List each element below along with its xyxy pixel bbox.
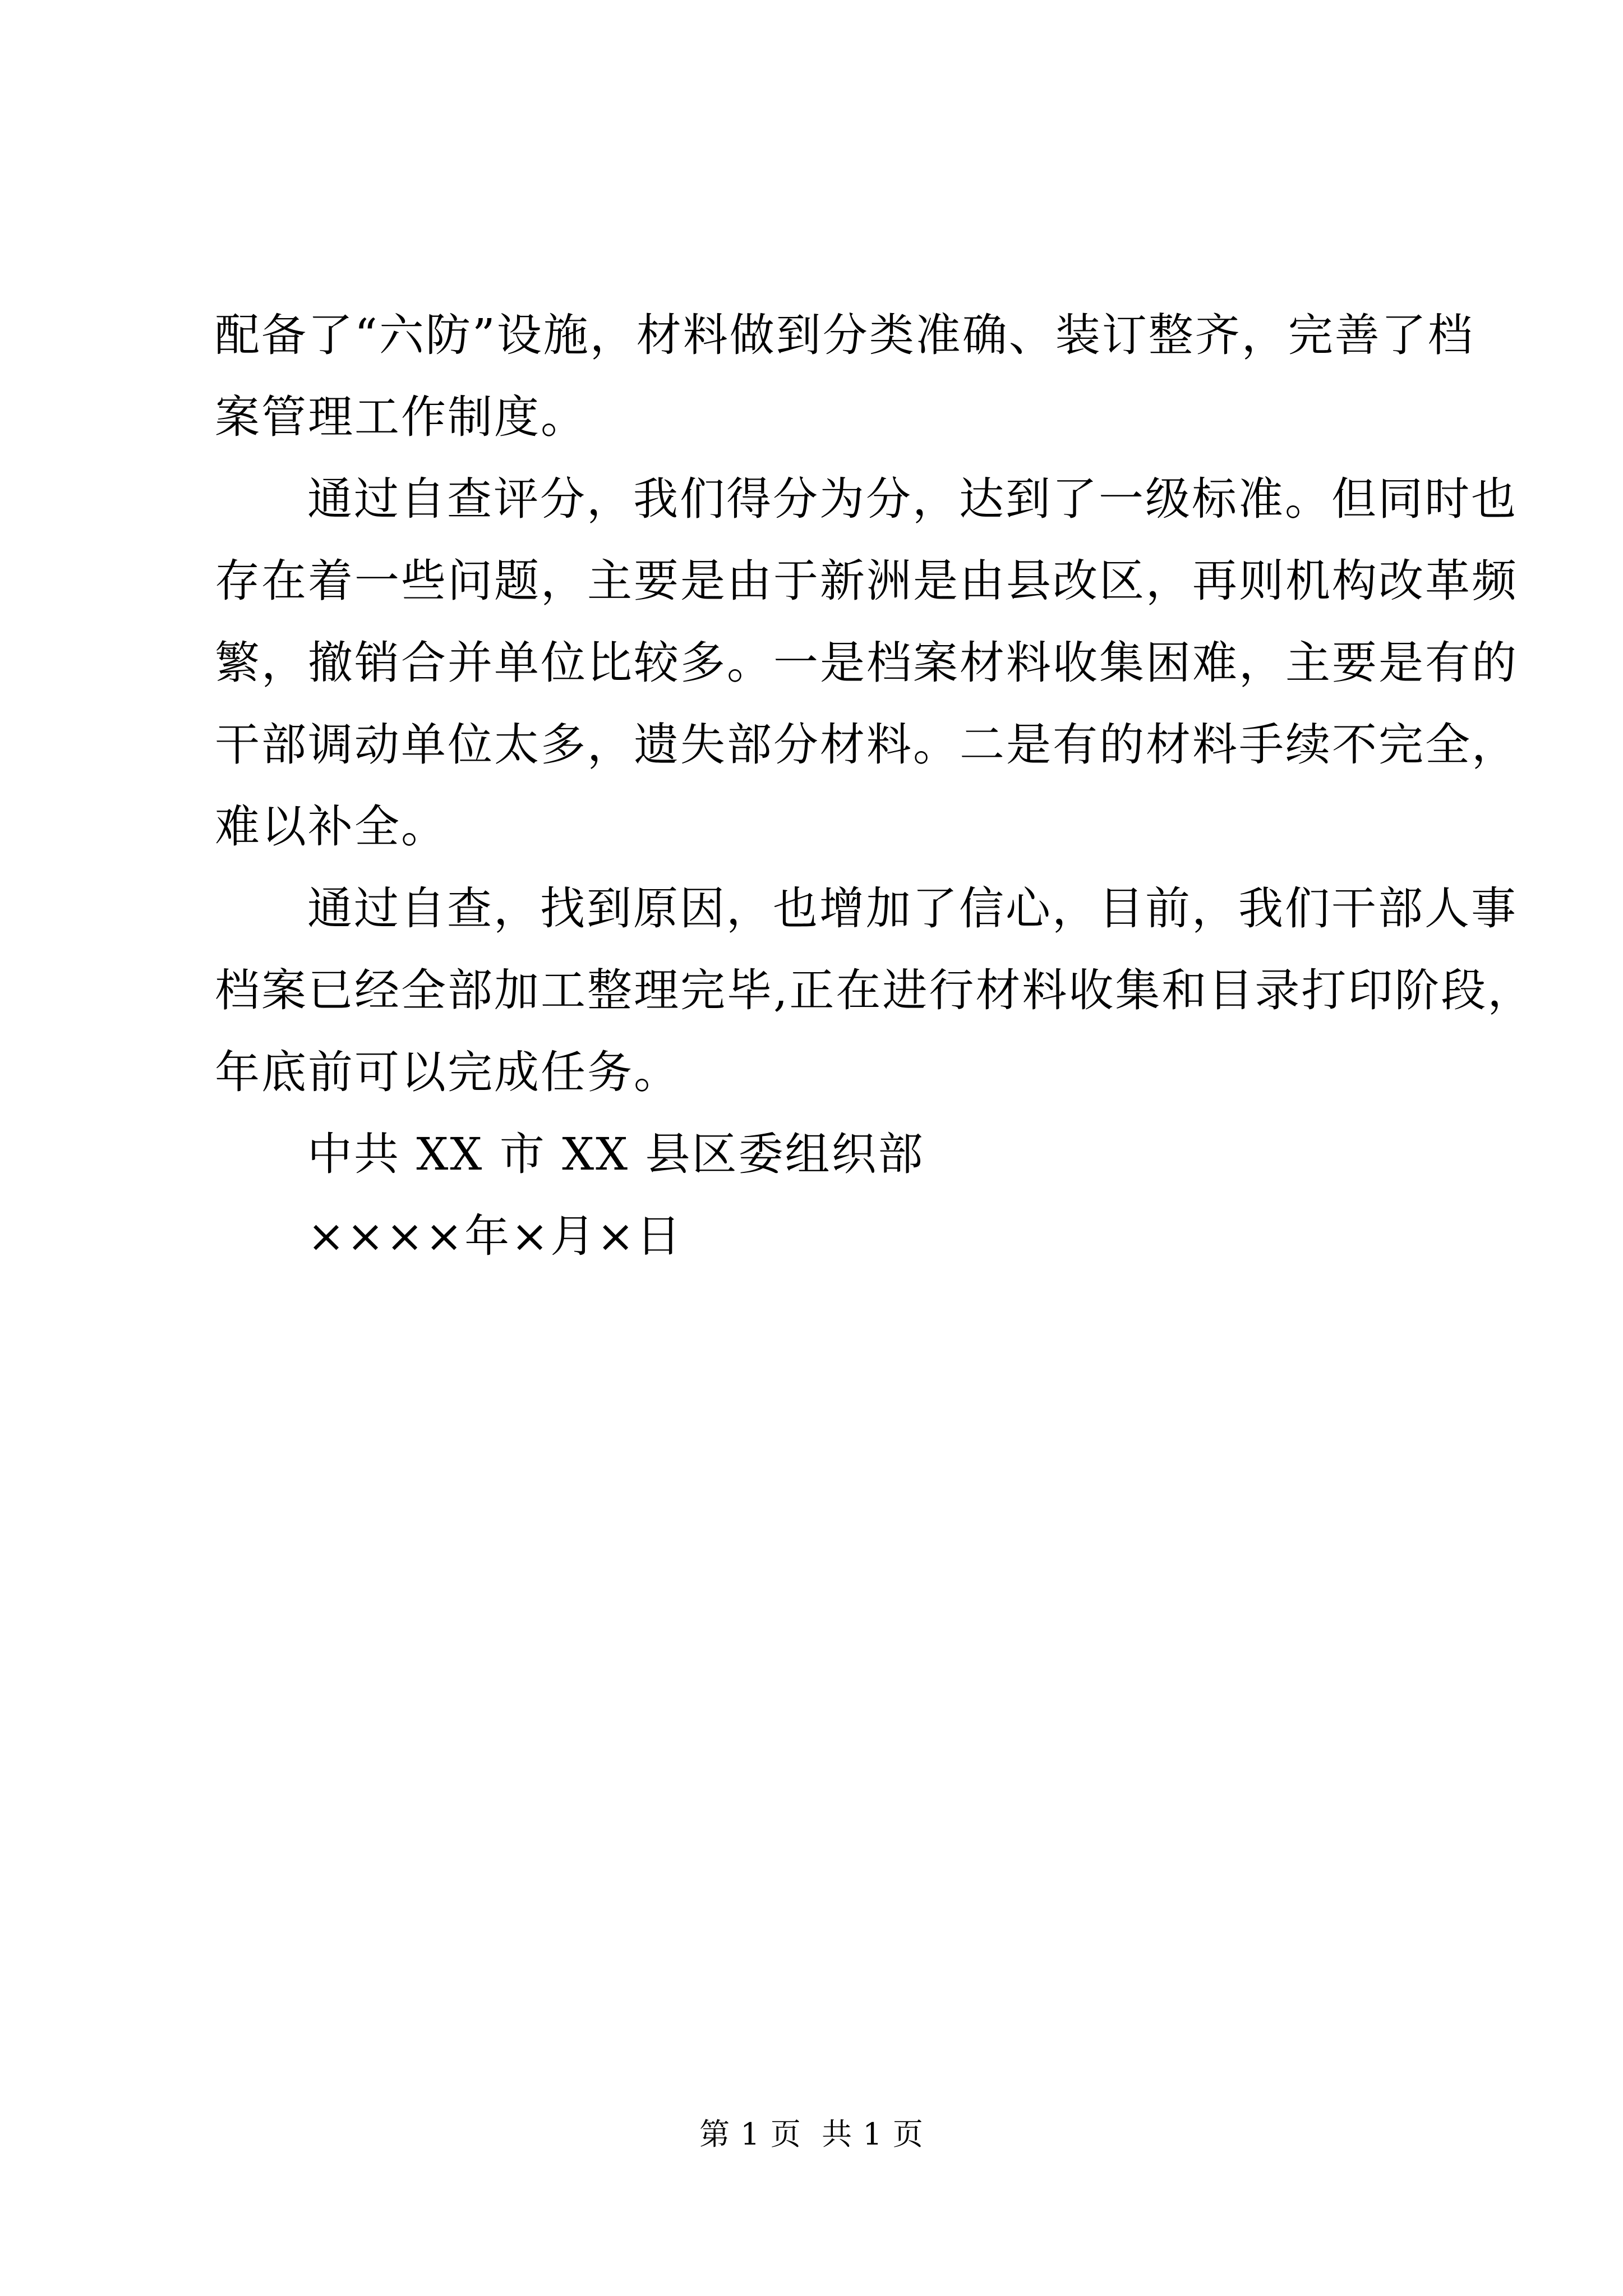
paragraph-line: 案管理工作制度。 — [215, 391, 587, 443]
paragraph-line: 干部调动单位太多，遗失部分材料。二是有的材料手续不完全， — [215, 719, 1518, 771]
document-body — [215, 295, 1534, 1277]
paragraph-line: 年底前可以完成任务。 — [215, 1046, 680, 1098]
paragraph-progress — [215, 868, 1534, 1114]
paragraph-line: 配备了“六防”设施，材料做到分类准确、装订整齐，完善了档 — [215, 309, 1474, 361]
page-number-footer: 第 1 页 共 1 页 — [699, 2116, 924, 2152]
paragraph-self-check-score — [215, 458, 1518, 868]
paragraph-line: 存在着一些问题，主要是由于新洲是由县改区，再则机构改革频 — [215, 555, 1518, 607]
paragraph-line: 通过自查评分，我们得分为分，达到了一级标准。但同时也 — [307, 473, 1518, 525]
signature-organization: 中共 XX 市 XX 县区委组织部 — [307, 1128, 925, 1180]
paragraph-line: 档案已经全部加工整理完毕,正在进行材料收集和目录打印阶段， — [215, 964, 1534, 1016]
paragraph-archive-facilities — [215, 295, 1474, 458]
paragraph-line: 繁，撤销合并单位比较多。一是档案材料收集困难，主要是有的 — [215, 637, 1518, 689]
paragraph-line: 通过自查，找到原因，也增加了信心，目前，我们干部人事 — [307, 882, 1518, 935]
signature-date: ××××年×月×日 — [307, 1210, 683, 1262]
paragraph-line: 难以补全。 — [215, 800, 448, 853]
